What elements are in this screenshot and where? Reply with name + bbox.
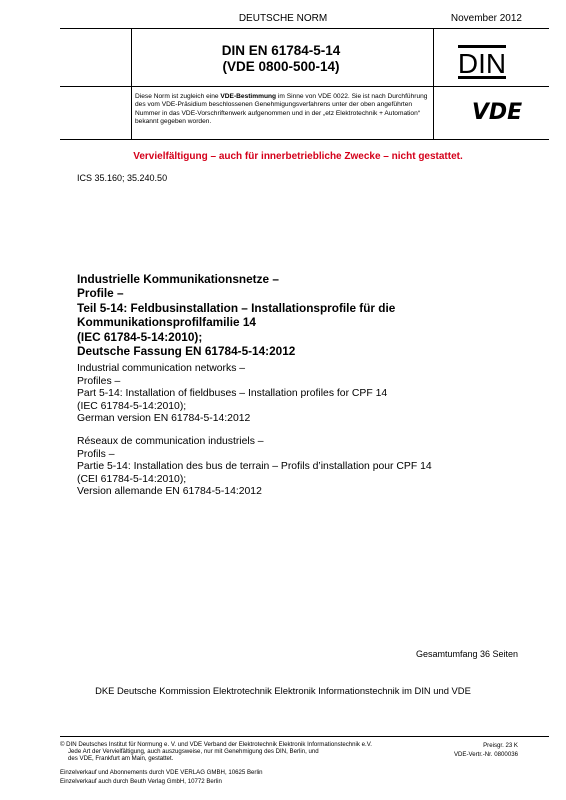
header-rule <box>60 28 549 29</box>
price-info <box>454 741 518 759</box>
title-english-line: Profiles – <box>77 375 121 387</box>
sales-line: Einzelverkauf auch durch Beuth Verlag GmbH, 10772 Berlin <box>60 778 222 786</box>
title-german-line: (IEC 61784-5-14:2010); <box>77 329 203 344</box>
copyright-notice <box>60 741 400 763</box>
ics-classification: ICS 35.160; 35.240.50 <box>77 173 168 183</box>
vde-note-prefix: Diese Norm ist zugleich eine <box>135 93 221 100</box>
dke-committee: DKE Deutsche Kommission Elektrotechnik Elektronik Informationstechnik im DIN und VDE <box>95 685 471 696</box>
sales-notice <box>60 768 400 786</box>
title-french <box>77 436 537 499</box>
title-german-line: Kommunikationsprofilfamilie 14 <box>77 315 256 330</box>
document-type: DEUTSCHE NORM <box>238 13 328 24</box>
title-box-divider <box>60 86 549 87</box>
title-box-right-rule <box>433 28 434 139</box>
title-english <box>77 363 537 426</box>
copyright-line: Jede Art der Vervielfältigung, auch auszugsweise, nur mit Genehmigung des DIN, Berlin, und <box>68 748 319 756</box>
title-french-line: Profils – <box>77 448 115 460</box>
publication-date: November 2012 <box>450 13 522 24</box>
copyright-line: des VDE, Frankfurt am Main, gestattet. <box>68 755 174 763</box>
title-french-line: Version allemande EN 61784-5-14:2012 <box>77 486 262 498</box>
sales-line: Einzelverkauf und Abonnements durch VDE VERLAG GMBH, 10625 Berlin <box>60 769 263 776</box>
title-english-line: (IEC 61784-5-14:2010); <box>77 400 187 412</box>
title-german-line: Teil 5-14: Feldbusinstallation – Installationsprofile für die <box>77 300 396 315</box>
reproduction-warning: Vervielfältigung – auch für innerbetriebliche Zwecke – nicht gestattet. <box>133 151 463 162</box>
total-pages: Gesamtumfang 36 Seiten <box>415 649 518 659</box>
title-german-line: Deutsche Fassung EN 61784-5-14:2012 <box>77 344 296 359</box>
standard-number: DIN EN 61784-5-14 <box>221 43 341 58</box>
din-logo-text: DIN <box>458 48 506 79</box>
order-number: VDE-Vertr.-Nr. 0800036 <box>453 751 518 759</box>
title-french-line: Réseaux de communication industriels – <box>77 436 264 447</box>
price-group: Preisgr. 23 K <box>483 742 518 749</box>
footer-rule <box>60 736 549 737</box>
vde-logo-text: VDE <box>471 100 523 122</box>
vde-classification: (VDE 0800-500-14) <box>222 59 340 74</box>
vde-note-bold: VDE-Bestimmung <box>220 93 277 100</box>
din-logo <box>458 45 506 79</box>
title-french-line: (CEI 61784-5-14:2010); <box>77 473 187 485</box>
vde-note <box>135 93 430 126</box>
title-french-line: Partie 5-14: Installation des bus de terrain – Profils d’installation pour CPF 14 <box>77 461 432 473</box>
title-english-line: Industrial communication networks – <box>77 363 246 374</box>
vde-logo <box>452 100 542 122</box>
title-german-line: Profile – <box>77 286 124 301</box>
title-english-line: Part 5-14: Installation of fieldbuses – Installation profiles for CPF 14 <box>77 388 388 400</box>
copyright-line: © DIN Deutsches Institut für Normung e. V. und VDE Verband der Elektrotechnik Elektronik Informationstechnik e.V. <box>60 741 372 748</box>
vde-note-rest: im Sinne von VDE 0022. Sie ist nach Durchführung des vom VDE-Präsidium beschlossenen Genehmigungsverfahrens unter der oben angeführten Nummer in das VDE-Vorschriftenwerk aufgenommen und in der „etz Elektrotechnik + Automation“ bekannt gegeben worden. <box>135 93 428 125</box>
title-box-bottom-rule <box>60 139 549 140</box>
title-english-line: German version EN 61784-5-14:2012 <box>77 413 251 425</box>
title-german <box>77 272 537 358</box>
title-german-line: Industrielle Kommunikationsnetze – <box>77 272 279 286</box>
